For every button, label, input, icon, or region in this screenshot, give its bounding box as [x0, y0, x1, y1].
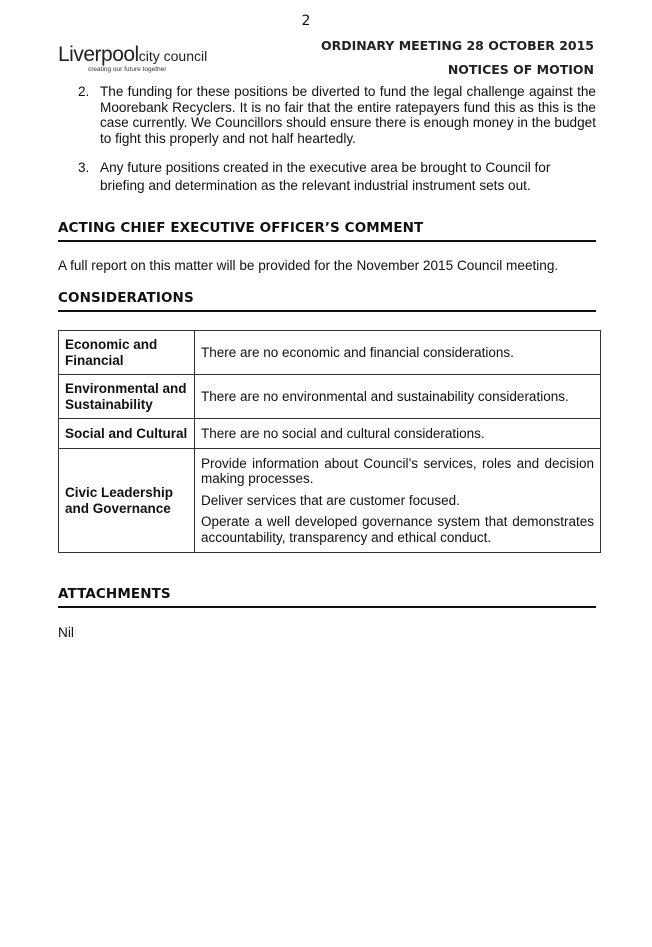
- list-item-text: Any future positions created in the executive area be brought to Council for briefing and determination as the relevant industrial instrument sets out.: [100, 160, 551, 193]
- table-row: [59, 449, 601, 553]
- list-item: [78, 84, 596, 146]
- row-value: Deliver services that are customer focused.: [201, 492, 460, 508]
- row-label: Civic Leadership and Governance: [59, 449, 195, 553]
- list-item-number: 2.: [78, 84, 90, 99]
- meeting-title: ORDINARY MEETING 28 OCTOBER 2015: [320, 38, 594, 53]
- table-row: [59, 419, 601, 449]
- considerations-heading: CONSIDERATIONS: [58, 290, 596, 312]
- row-value: There are no social and cultural considerations.: [201, 425, 485, 441]
- list-item-text: The funding for these positions be diverted to fund the legal challenge against the Moorebank Recyclers. It is no fair that the entire ratepayers fund this as this is the case currently. We Councillors should ensure there is enough money in the budget to fight this properly and not half heartedly.: [100, 84, 596, 146]
- ceo-comment-heading: ACTING CHIEF EXECUTIVE OFFICER’S COMMENT: [58, 220, 596, 242]
- row-value: Provide information about Council’s services, roles and decision making processes.: [201, 455, 594, 487]
- attachments-text: Nil: [58, 625, 74, 640]
- list-item-number: 3.: [78, 160, 90, 175]
- row-label: Environmental and Sustainability: [59, 375, 195, 419]
- page-number: 2: [301, 13, 311, 29]
- row-value: There are no environmental and sustainability considerations.: [201, 388, 569, 404]
- logo-city-council: city council: [138, 48, 208, 64]
- attachments-heading: ATTACHMENTS: [58, 586, 596, 608]
- row-label: Social and Cultural: [59, 419, 195, 449]
- table-row: [59, 375, 601, 419]
- row-value: Operate a well developed governance system that demonstrates accountability, transparency and ethical conduct.: [201, 514, 594, 545]
- row-label: Economic and Financial: [59, 331, 195, 375]
- ceo-comment-text: A full report on this matter will be provided for the November 2015 Council meeting.: [58, 258, 559, 273]
- list-item: [78, 159, 596, 194]
- considerations-table: [58, 330, 601, 553]
- table-row: [59, 331, 601, 375]
- row-value: There are no economic and financial considerations.: [201, 344, 514, 360]
- logo-tagline: creating our future together: [88, 66, 167, 73]
- liverpool-city-council-logo: [58, 44, 207, 73]
- section-title: NOTICES OF MOTION: [447, 62, 594, 77]
- logo-wordmark: Liverpool: [58, 43, 139, 66]
